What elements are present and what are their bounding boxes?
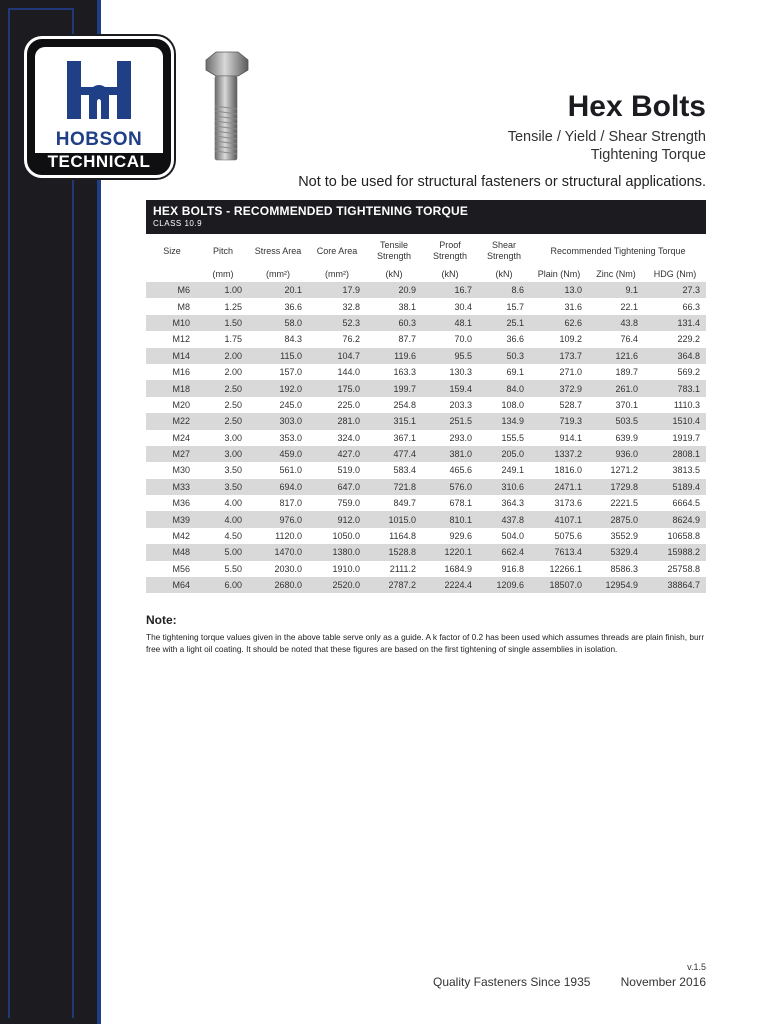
- logo-mark-icon: [67, 61, 131, 119]
- cell-stress-area: 694.0: [248, 479, 308, 495]
- cell-stress-area: 84.3: [248, 331, 308, 347]
- cell-pitch: 5.50: [198, 561, 248, 577]
- cell-pitch: 2.00: [198, 364, 248, 380]
- cell-tensile: 163.3: [366, 364, 422, 380]
- cell-shear: 108.0: [478, 397, 530, 413]
- cell-plain: 2471.1: [530, 479, 588, 495]
- cell-size: M14: [146, 348, 198, 364]
- cell-zinc: 1271.2: [588, 462, 644, 478]
- cell-proof: 810.1: [422, 511, 478, 527]
- cell-proof: 2224.4: [422, 577, 478, 593]
- cell-tensile: 583.4: [366, 462, 422, 478]
- cell-plain: 914.1: [530, 430, 588, 446]
- cell-hdg: 3813.5: [644, 462, 706, 478]
- cell-plain: 18507.0: [530, 577, 588, 593]
- cell-proof: 16.7: [422, 282, 478, 298]
- cell-size: M6: [146, 282, 198, 298]
- cell-size: M16: [146, 364, 198, 380]
- cell-zinc: 22.1: [588, 298, 644, 314]
- table-row: [146, 561, 706, 577]
- cell-stress-area: 303.0: [248, 413, 308, 429]
- cell-shear: 84.0: [478, 380, 530, 396]
- cell-hdg: 66.3: [644, 298, 706, 314]
- cell-zinc: 1729.8: [588, 479, 644, 495]
- cell-size: M22: [146, 413, 198, 429]
- cell-plain: 4107.1: [530, 511, 588, 527]
- cell-plain: 271.0: [530, 364, 588, 380]
- logo-word-hobson: HOBSON: [55, 129, 143, 150]
- cell-core-area: 225.0: [308, 397, 366, 413]
- cell-tensile: 849.7: [366, 495, 422, 511]
- unit-size: [146, 266, 198, 282]
- cell-core-area: 17.9: [308, 282, 366, 298]
- cell-shear: 15.7: [478, 298, 530, 314]
- cell-size: M48: [146, 544, 198, 560]
- cell-zinc: 121.6: [588, 348, 644, 364]
- cell-size: M36: [146, 495, 198, 511]
- cell-core-area: 281.0: [308, 413, 366, 429]
- cell-pitch: 3.00: [198, 446, 248, 462]
- header-row-units: [146, 266, 706, 282]
- cell-zinc: 2221.5: [588, 495, 644, 511]
- cell-hdg: 569.2: [644, 364, 706, 380]
- note-text: The tightening torque values given in the above table serve only as a guide. A k factor of 0.2 has been used which assumes threads are plain finish, burr free with a light oil coating. It should be noted that these figures are based on the first tightening of single assemblies in isolation.: [146, 632, 705, 654]
- cell-core-area: 427.0: [308, 446, 366, 462]
- cell-plain: 528.7: [530, 397, 588, 413]
- table-class: CLASS 10.9: [153, 219, 203, 228]
- cell-plain: 173.7: [530, 348, 588, 364]
- table-row: [146, 577, 706, 593]
- cell-plain: 62.6: [530, 315, 588, 331]
- cell-shear: 134.9: [478, 413, 530, 429]
- cell-stress-area: 20.1: [248, 282, 308, 298]
- cell-zinc: 9.1: [588, 282, 644, 298]
- cell-size: M8: [146, 298, 198, 314]
- cell-plain: 7613.4: [530, 544, 588, 560]
- table-row: [146, 282, 706, 298]
- cell-size: M18: [146, 380, 198, 396]
- cell-core-area: 104.7: [308, 348, 366, 364]
- col-torque: Recommended Tightening Torque: [550, 245, 686, 256]
- cell-core-area: 759.0: [308, 495, 366, 511]
- cell-zinc: 639.9: [588, 430, 644, 446]
- cell-stress-area: 1470.0: [248, 544, 308, 560]
- col-stress-area: Stress Area: [254, 245, 302, 256]
- cell-tensile: 721.8: [366, 479, 422, 495]
- cell-proof: 95.5: [422, 348, 478, 364]
- table-row: [146, 511, 706, 527]
- cell-stress-area: 1120.0: [248, 528, 308, 544]
- cell-core-area: 32.8: [308, 298, 366, 314]
- cell-proof: 48.1: [422, 315, 478, 331]
- cell-zinc: 5329.4: [588, 544, 644, 560]
- cell-stress-area: 58.0: [248, 315, 308, 331]
- cell-core-area: 76.2: [308, 331, 366, 347]
- table-row: [146, 413, 706, 429]
- logo-panel: [35, 47, 163, 153]
- structural-warning: Not to be used for structural fasteners or structural applications.: [298, 174, 706, 190]
- cell-plain: 31.6: [530, 298, 588, 314]
- cell-plain: 719.3: [530, 413, 588, 429]
- cell-hdg: 364.8: [644, 348, 706, 364]
- cell-stress-area: 2680.0: [248, 577, 308, 593]
- cell-size: M10: [146, 315, 198, 331]
- table-row: [146, 479, 706, 495]
- cell-plain: 12266.1: [530, 561, 588, 577]
- cell-proof: 576.0: [422, 479, 478, 495]
- table-row: [146, 364, 706, 380]
- cell-hdg: 8624.9: [644, 511, 706, 527]
- cell-zinc: 189.7: [588, 364, 644, 380]
- cell-plain: 372.9: [530, 380, 588, 396]
- cell-proof: 381.0: [422, 446, 478, 462]
- cell-stress-area: 817.0: [248, 495, 308, 511]
- cell-pitch: 3.50: [198, 462, 248, 478]
- col-pitch: Pitch: [212, 245, 233, 256]
- cell-zinc: 3552.9: [588, 528, 644, 544]
- version-label: v.1.5: [687, 962, 706, 972]
- cell-zinc: 936.0: [588, 446, 644, 462]
- cell-size: M64: [146, 577, 198, 593]
- cell-plain: 3173.6: [530, 495, 588, 511]
- cell-size: M24: [146, 430, 198, 446]
- cell-tensile: 60.3: [366, 315, 422, 331]
- cell-tensile: 38.1: [366, 298, 422, 314]
- cell-shear: 437.8: [478, 511, 530, 527]
- unit-pitch: (mm): [212, 269, 234, 279]
- cell-shear: 1209.6: [478, 577, 530, 593]
- cell-size: M56: [146, 561, 198, 577]
- cell-pitch: 4.00: [198, 495, 248, 511]
- cell-stress-area: 2030.0: [248, 561, 308, 577]
- cell-size: M42: [146, 528, 198, 544]
- page-title: Hex Bolts: [567, 90, 706, 123]
- cell-shear: 504.0: [478, 528, 530, 544]
- cell-zinc: 503.5: [588, 413, 644, 429]
- footer-tagline: Quality Fasteners Since 1935: [433, 975, 591, 989]
- cell-stress-area: 36.6: [248, 298, 308, 314]
- cell-hdg: 5189.4: [644, 479, 706, 495]
- cell-plain: 5075.6: [530, 528, 588, 544]
- cell-pitch: 1.25: [198, 298, 248, 314]
- cell-stress-area: 353.0: [248, 430, 308, 446]
- cell-core-area: 52.3: [308, 315, 366, 331]
- cell-core-area: 1910.0: [308, 561, 366, 577]
- cell-core-area: 1050.0: [308, 528, 366, 544]
- cell-hdg: 10658.8: [644, 528, 706, 544]
- cell-tensile: 87.7: [366, 331, 422, 347]
- cell-size: M12: [146, 331, 198, 347]
- cell-hdg: 27.3: [644, 282, 706, 298]
- cell-pitch: 5.00: [198, 544, 248, 560]
- cell-tensile: 1528.8: [366, 544, 422, 560]
- cell-size: M33: [146, 479, 198, 495]
- cell-zinc: 8586.3: [588, 561, 644, 577]
- cell-stress-area: 192.0: [248, 380, 308, 396]
- cell-hdg: 25758.8: [644, 561, 706, 577]
- cell-core-area: 647.0: [308, 479, 366, 495]
- cell-hdg: 2808.1: [644, 446, 706, 462]
- cell-shear: 364.3: [478, 495, 530, 511]
- cell-tensile: 199.7: [366, 380, 422, 396]
- cell-zinc: 76.4: [588, 331, 644, 347]
- cell-pitch: 4.00: [198, 511, 248, 527]
- cell-shear: 8.6: [478, 282, 530, 298]
- cell-shear: 310.6: [478, 479, 530, 495]
- cell-proof: 465.6: [422, 462, 478, 478]
- cell-pitch: 2.50: [198, 413, 248, 429]
- table-title-bar: [146, 200, 706, 234]
- table-row: [146, 430, 706, 446]
- cell-zinc: 370.1: [588, 397, 644, 413]
- cell-shear: 69.1: [478, 364, 530, 380]
- unit-hdg: HDG (Nm): [653, 269, 697, 279]
- cell-tensile: 254.8: [366, 397, 422, 413]
- table-row: [146, 528, 706, 544]
- cell-plain: 1816.0: [530, 462, 588, 478]
- table-row: [146, 348, 706, 364]
- subtitle-torque: Tightening Torque: [590, 147, 706, 163]
- cell-proof: 1684.9: [422, 561, 478, 577]
- cell-proof: 1220.1: [422, 544, 478, 560]
- cell-hdg: 131.4: [644, 315, 706, 331]
- unit-plain: Plain (Nm): [537, 269, 581, 279]
- cell-shear: 662.4: [478, 544, 530, 560]
- cell-shear: 50.3: [478, 348, 530, 364]
- table-row: [146, 331, 706, 347]
- note-title: Note:: [146, 613, 177, 627]
- cell-core-area: 519.0: [308, 462, 366, 478]
- cell-proof: 70.0: [422, 331, 478, 347]
- cell-pitch: 2.00: [198, 348, 248, 364]
- cell-stress-area: 976.0: [248, 511, 308, 527]
- col-proof: Proof Strength: [432, 240, 468, 261]
- cell-shear: 249.1: [478, 462, 530, 478]
- cell-zinc: 43.8: [588, 315, 644, 331]
- table-row: [146, 544, 706, 560]
- logo-word-technical: TECHNICAL: [47, 152, 151, 171]
- footer-date: November 2016: [620, 975, 706, 989]
- cell-pitch: 2.50: [198, 380, 248, 396]
- cell-zinc: 2875.0: [588, 511, 644, 527]
- cell-size: M27: [146, 446, 198, 462]
- col-core-area: Core Area: [316, 245, 358, 256]
- subtitle-strength: Tensile / Yield / Shear Strength: [507, 129, 706, 145]
- unit-shear: (kN): [495, 269, 513, 279]
- cell-proof: 678.1: [422, 495, 478, 511]
- cell-shear: 205.0: [478, 446, 530, 462]
- cell-tensile: 2111.2: [366, 561, 422, 577]
- cell-core-area: 144.0: [308, 364, 366, 380]
- cell-shear: 25.1: [478, 315, 530, 331]
- cell-hdg: 38864.7: [644, 577, 706, 593]
- cell-proof: 929.6: [422, 528, 478, 544]
- table-row: [146, 298, 706, 314]
- cell-tensile: 119.6: [366, 348, 422, 364]
- cell-pitch: 1.00: [198, 282, 248, 298]
- cell-shear: 36.6: [478, 331, 530, 347]
- cell-tensile: 315.1: [366, 413, 422, 429]
- cell-plain: 109.2: [530, 331, 588, 347]
- table-row: [146, 495, 706, 511]
- cell-shear: 916.8: [478, 561, 530, 577]
- cell-pitch: 4.50: [198, 528, 248, 544]
- cell-core-area: 2520.0: [308, 577, 366, 593]
- cell-tensile: 477.4: [366, 446, 422, 462]
- cell-pitch: 3.50: [198, 479, 248, 495]
- table-row: [146, 462, 706, 478]
- cell-hdg: 15988.2: [644, 544, 706, 560]
- cell-stress-area: 115.0: [248, 348, 308, 364]
- unit-stress-area: (mm²): [266, 269, 290, 279]
- cell-tensile: 367.1: [366, 430, 422, 446]
- cell-proof: 159.4: [422, 380, 478, 396]
- table-row: [146, 380, 706, 396]
- cell-proof: 203.3: [422, 397, 478, 413]
- cell-pitch: 3.00: [198, 430, 248, 446]
- cell-stress-area: 561.0: [248, 462, 308, 478]
- unit-tensile: (kN): [385, 269, 403, 279]
- cell-core-area: 912.0: [308, 511, 366, 527]
- table-row: [146, 446, 706, 462]
- cell-core-area: 324.0: [308, 430, 366, 446]
- cell-stress-area: 157.0: [248, 364, 308, 380]
- cell-proof: 30.4: [422, 298, 478, 314]
- cell-stress-area: 459.0: [248, 446, 308, 462]
- cell-tensile: 20.9: [366, 282, 422, 298]
- unit-zinc: Zinc (Nm): [596, 269, 636, 279]
- cell-shear: 155.5: [478, 430, 530, 446]
- cell-zinc: 261.0: [588, 380, 644, 396]
- cell-proof: 130.3: [422, 364, 478, 380]
- cell-tensile: 1015.0: [366, 511, 422, 527]
- cell-core-area: 1380.0: [308, 544, 366, 560]
- cell-stress-area: 245.0: [248, 397, 308, 413]
- cell-proof: 293.0: [422, 430, 478, 446]
- cell-hdg: 1919.7: [644, 430, 706, 446]
- cell-hdg: 6664.5: [644, 495, 706, 511]
- cell-hdg: 783.1: [644, 380, 706, 396]
- cell-pitch: 2.50: [198, 397, 248, 413]
- table-title: HEX BOLTS - RECOMMENDED TIGHTENING TORQUE: [153, 204, 469, 218]
- cell-size: M39: [146, 511, 198, 527]
- cell-hdg: 1510.4: [644, 413, 706, 429]
- cell-tensile: 1164.8: [366, 528, 422, 544]
- col-tensile: Tensile Strength: [376, 240, 412, 261]
- table-row: [146, 315, 706, 331]
- cell-zinc: 12954.9: [588, 577, 644, 593]
- cell-hdg: 229.2: [644, 331, 706, 347]
- unit-core-area: (mm²): [325, 269, 349, 279]
- col-size: Size: [163, 245, 181, 256]
- cell-pitch: 1.50: [198, 315, 248, 331]
- cell-pitch: 6.00: [198, 577, 248, 593]
- cell-hdg: 1110.3: [644, 397, 706, 413]
- cell-size: M20: [146, 397, 198, 413]
- cell-size: M30: [146, 462, 198, 478]
- cell-proof: 251.5: [422, 413, 478, 429]
- hobson-logo: [24, 36, 174, 178]
- header-row-labels: [146, 236, 706, 266]
- cell-core-area: 175.0: [308, 380, 366, 396]
- torque-table: [146, 236, 706, 593]
- hex-bolt-illustration: [200, 50, 252, 162]
- table-row: [146, 397, 706, 413]
- cell-tensile: 2787.2: [366, 577, 422, 593]
- col-shear: Shear Strength: [486, 240, 522, 261]
- cell-plain: 1337.2: [530, 446, 588, 462]
- cell-pitch: 1.75: [198, 331, 248, 347]
- cell-plain: 13.0: [530, 282, 588, 298]
- unit-proof: (kN): [441, 269, 459, 279]
